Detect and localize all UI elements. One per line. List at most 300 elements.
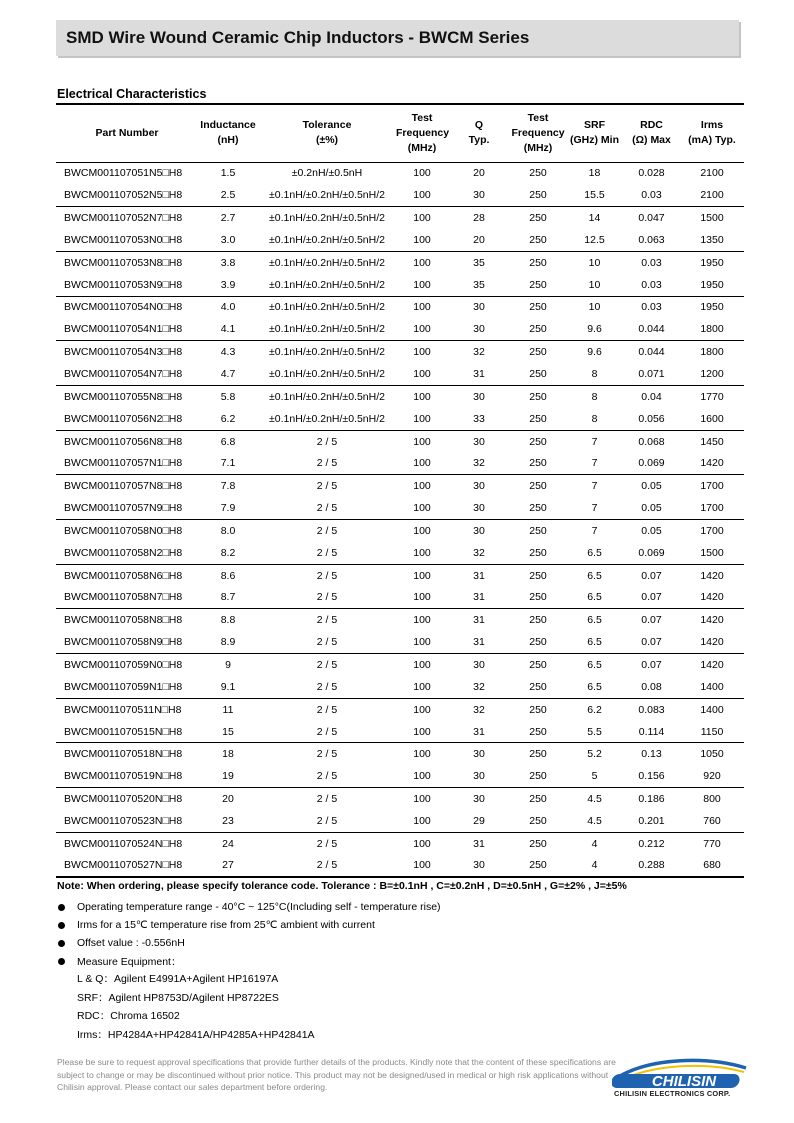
table-cell: 100	[396, 676, 448, 698]
table-cell: 0.03	[641, 301, 662, 314]
table-cell: BWCM0011070515N□H8	[56, 721, 198, 743]
table-cell: 250	[510, 810, 566, 832]
table-cell: 7	[591, 480, 598, 493]
table-row	[56, 542, 744, 564]
table-cell: 30	[473, 480, 485, 493]
table-cell: 250	[510, 274, 566, 296]
table-cell: 2 / 5	[258, 542, 396, 564]
table-cell: BWCM001107054N0□H8	[64, 301, 183, 314]
table-row	[56, 587, 744, 609]
table-cell: 100	[413, 703, 431, 716]
table-cell: 8.7	[198, 587, 258, 609]
table-cell: BWCM001107058N6□H8	[64, 569, 183, 582]
table-cell: 1800	[700, 346, 724, 359]
table-cell: 2 / 5	[258, 810, 396, 832]
table-cell: 9.1	[198, 676, 258, 698]
table-row	[56, 654, 744, 676]
table-cell: BWCM001107053N0□H8	[56, 229, 198, 251]
table-cell: 6.5	[587, 569, 602, 582]
table-row	[56, 341, 744, 363]
table-cell: 100	[396, 631, 448, 653]
table-cell: 100	[413, 793, 431, 806]
table-cell: 5	[566, 765, 623, 787]
table-cell: 2 / 5	[316, 569, 338, 582]
table-cell: 1950	[700, 256, 724, 269]
table-cell: 3.8	[220, 256, 236, 269]
table-cell: 31	[473, 614, 485, 627]
equipment-item: Irms：HP4284A+HP42841A/HP4285A+HP42841A	[77, 1028, 315, 1041]
table-cell: BWCM001107053N9□H8	[56, 274, 198, 296]
table-cell: 0.114	[623, 721, 680, 743]
table-cell: 2 / 5	[258, 631, 396, 653]
table-cell: 250	[529, 167, 547, 180]
table-cell: BWCM001107058N9□H8	[56, 631, 198, 653]
table-cell: 0.083	[638, 703, 665, 716]
table-cell: 11	[222, 703, 234, 716]
table-cell: 1600	[680, 408, 744, 430]
table-cell: 1770	[700, 390, 724, 403]
table-cell: 3.9	[198, 274, 258, 296]
table-cell: 8	[566, 408, 623, 430]
table-cell: 100	[396, 452, 448, 474]
table-row	[56, 207, 744, 229]
table-cell: 2 / 5	[258, 676, 396, 698]
table-row	[56, 765, 744, 787]
table-cell: BWCM001107057N8□H8	[64, 480, 183, 493]
list-item: Measure Equipment：	[57, 952, 627, 970]
table-cell: 0.05	[641, 524, 662, 537]
table-cell: 32	[473, 346, 485, 359]
table-cell: 0.071	[623, 363, 680, 385]
table-cell: 100	[413, 301, 431, 314]
table-cell: 32	[448, 452, 510, 474]
table-cell: 10	[588, 301, 601, 314]
table-cell: 0.063	[623, 229, 680, 251]
table-cell: 0.13	[641, 748, 662, 761]
table-cell: 1420	[700, 569, 724, 582]
table-cell: 30	[473, 435, 485, 448]
table-cell: 18	[588, 167, 601, 180]
table-cell: 1700	[700, 480, 724, 493]
table-cell: BWCM001107057N9□H8	[56, 497, 198, 519]
column-header: Irms (mA) Typ.	[680, 105, 744, 162]
bullet-icon	[58, 958, 65, 965]
table-cell: 31	[448, 631, 510, 653]
table-cell: 2 / 5	[316, 524, 338, 537]
table-cell: 7.8	[220, 480, 236, 493]
table-cell: 30	[473, 390, 485, 403]
table-cell: 31	[473, 837, 485, 850]
table-cell: 100	[396, 765, 448, 787]
table-cell: 32	[448, 676, 510, 698]
bullet-icon	[58, 940, 65, 947]
table-cell: 100	[396, 184, 448, 206]
table-cell: 0.069	[623, 542, 680, 564]
table-cell: BWCM001107058N7□H8	[56, 587, 198, 609]
table-row	[56, 564, 744, 586]
table-cell: ±0.1nH/±0.2nH/±0.5nH/2	[269, 301, 385, 314]
table-cell: 100	[396, 363, 448, 385]
table-cell: 18	[222, 748, 234, 761]
table-cell: BWCM0011070519N□H8	[56, 765, 198, 787]
table-row	[56, 274, 744, 296]
page-title: SMD Wire Wound Ceramic Chip Inductors - BWCM Series	[66, 28, 530, 47]
table-cell: 30	[448, 318, 510, 340]
table-row	[56, 721, 744, 743]
table-row	[56, 520, 744, 542]
table-cell: 1950	[700, 301, 724, 314]
table-header-row	[56, 105, 744, 162]
table-cell: 250	[529, 212, 547, 225]
table-cell: 2 / 5	[316, 837, 338, 850]
table-cell: BWCM001107059N0□H8	[64, 658, 183, 671]
table-cell: 1420	[700, 614, 724, 627]
table-cell: 2.7	[220, 212, 236, 225]
table-cell: 7	[591, 435, 598, 448]
table-cell: 0.03	[641, 256, 662, 269]
table-cell: ±0.2nH/±0.5nH	[291, 167, 363, 180]
table-cell: 2100	[680, 184, 744, 206]
table-cell: 1.5	[220, 167, 236, 180]
column-header: Test Frequency (MHz)	[396, 105, 448, 162]
table-cell: 1150	[680, 721, 744, 743]
table-cell: 2.5	[198, 184, 258, 206]
table-cell: 1420	[680, 452, 744, 474]
table-row	[56, 475, 744, 497]
ordering-note: Note: When ordering, please specify tolerance code. Tolerance : B=±0.1nH , C=±0.2nH , D=±0.5nH , G=±2% , J=±5%	[57, 880, 627, 892]
table-cell: 30	[448, 765, 510, 787]
table-cell: 2 / 5	[316, 480, 338, 493]
table-row	[56, 609, 744, 631]
table-cell: 32	[473, 703, 485, 716]
table-cell: BWCM001107054N7□H8	[56, 363, 198, 385]
table-cell: 250	[510, 408, 566, 430]
table-cell: 4.7	[198, 363, 258, 385]
table-row	[56, 162, 744, 184]
table-cell: 250	[510, 318, 566, 340]
table-cell: 100	[396, 810, 448, 832]
table-cell: 0.07	[623, 587, 680, 609]
notes-section	[57, 880, 627, 1044]
table-cell: 920	[680, 765, 744, 787]
table-cell: 9	[225, 658, 231, 671]
table-cell: 8.6	[220, 569, 236, 582]
table-cell: 6.5	[566, 542, 623, 564]
table-cell: 4.0	[220, 301, 236, 314]
table-cell: 30	[448, 184, 510, 206]
table-cell: 19	[198, 765, 258, 787]
table-cell: 100	[396, 408, 448, 430]
table-cell: 5.8	[220, 390, 236, 403]
table-cell: ±0.1nH/±0.2nH/±0.5nH/2	[258, 184, 396, 206]
table-cell: 0.03	[623, 184, 680, 206]
table-cell: 0.069	[623, 452, 680, 474]
table-cell: 7	[566, 452, 623, 474]
table-cell: BWCM001107052N5□H8	[56, 184, 198, 206]
table-cell: 100	[413, 658, 431, 671]
table-cell: BWCM001107056N2□H8	[56, 408, 198, 430]
table-row	[56, 184, 744, 206]
table-cell: 5.5	[566, 721, 623, 743]
table-cell: 1700	[680, 497, 744, 519]
table-cell: 250	[510, 229, 566, 251]
table-cell: 31	[448, 721, 510, 743]
table-cell: 0.04	[641, 390, 662, 403]
table-cell: 250	[510, 452, 566, 474]
table-cell: 250	[510, 497, 566, 519]
table-cell: 2 / 5	[316, 748, 338, 761]
table-cell: 9.6	[566, 318, 623, 340]
table-cell: 100	[396, 855, 448, 877]
company-name: CHILISIN ELECTRONICS CORP.	[614, 1089, 731, 1098]
table-cell: 8.2	[198, 542, 258, 564]
table-cell: BWCM0011070523N□H8	[56, 810, 198, 832]
table-cell: 7	[591, 524, 598, 537]
table-cell: ±0.1nH/±0.2nH/±0.5nH/2	[269, 346, 385, 359]
table-row	[56, 698, 744, 720]
table-cell: 250	[529, 390, 547, 403]
table-cell: 100	[413, 212, 431, 225]
table-cell: 0.186	[638, 793, 665, 806]
table-cell: 100	[396, 542, 448, 564]
column-header: RDC (Ω) Max	[623, 105, 680, 162]
table-cell: 100	[396, 721, 448, 743]
table-cell: 1400	[700, 703, 724, 716]
table-cell: 0.068	[638, 435, 665, 448]
table-cell: 7	[566, 497, 623, 519]
table-cell: 0.047	[638, 212, 665, 225]
table-cell: BWCM001107054N1□H8	[56, 318, 198, 340]
table-cell: 33	[448, 408, 510, 430]
table-cell: BWCM001107057N1□H8	[56, 452, 198, 474]
table-cell: ±0.1nH/±0.2nH/±0.5nH/2	[258, 318, 396, 340]
table-cell: 1950	[680, 274, 744, 296]
table-cell: 8	[591, 390, 598, 403]
table-cell: 2 / 5	[316, 658, 338, 671]
table-cell: 0.156	[623, 765, 680, 787]
table-row	[56, 631, 744, 653]
table-cell: 15.5	[566, 184, 623, 206]
table-row	[56, 408, 744, 430]
table-cell: 6.5	[587, 658, 602, 671]
table-row	[56, 452, 744, 474]
table-cell: 250	[529, 658, 547, 671]
table-cell: 250	[510, 721, 566, 743]
table-cell: BWCM0011070524N□H8	[64, 837, 183, 850]
table-cell: ±0.1nH/±0.2nH/±0.5nH/2	[258, 229, 396, 251]
table-cell: 250	[529, 256, 547, 269]
table-cell: 100	[396, 274, 448, 296]
table-cell: 1200	[680, 363, 744, 385]
table-cell: BWCM001107054N3□H8	[64, 346, 183, 359]
table-cell: ±0.1nH/±0.2nH/±0.5nH/2	[269, 390, 385, 403]
table-body	[56, 162, 744, 877]
table-cell: BWCM0011070520N□H8	[64, 793, 183, 806]
table-cell: 0.044	[638, 346, 665, 359]
electrical-characteristics-table	[56, 105, 744, 878]
table-cell: 100	[396, 318, 448, 340]
table-cell: 24	[222, 837, 234, 850]
table-cell: 0.07	[641, 614, 662, 627]
table-cell: ±0.1nH/±0.2nH/±0.5nH/2	[258, 274, 396, 296]
table-cell: 2 / 5	[258, 587, 396, 609]
table-row	[56, 832, 744, 854]
table-cell: 250	[510, 587, 566, 609]
table-cell: 30	[473, 524, 485, 537]
table-cell: 6.8	[220, 435, 236, 448]
table-row	[56, 363, 744, 385]
bullet-icon	[58, 904, 65, 911]
table-cell: 680	[680, 855, 744, 877]
table-row	[56, 676, 744, 698]
table-cell: 250	[510, 542, 566, 564]
table-cell: 8.0	[220, 524, 236, 537]
table-row	[56, 385, 744, 407]
table-cell: BWCM001107058N2□H8	[56, 542, 198, 564]
table-cell: 31	[448, 363, 510, 385]
table-cell: 30	[473, 658, 485, 671]
table-cell: 1400	[680, 676, 744, 698]
table-cell: 4	[566, 855, 623, 877]
table-cell: 0.07	[623, 631, 680, 653]
table-cell: BWCM001107058N0□H8	[64, 524, 183, 537]
column-header: Tolerance (±%)	[258, 105, 396, 162]
table-cell: ±0.1nH/±0.2nH/±0.5nH/2	[258, 408, 396, 430]
table-cell: 6.5	[566, 676, 623, 698]
table-cell: 8.9	[198, 631, 258, 653]
table-cell: 2 / 5	[316, 614, 338, 627]
table-cell: 9.6	[587, 346, 602, 359]
table-cell: BWCM0011070527N□H8	[56, 855, 198, 877]
table-cell: 31	[473, 569, 485, 582]
table-cell: 1350	[680, 229, 744, 251]
table-cell: 2 / 5	[258, 721, 396, 743]
table-cell: 250	[510, 855, 566, 877]
table-cell: ±0.1nH/±0.2nH/±0.5nH/2	[258, 363, 396, 385]
title-banner	[56, 20, 739, 56]
table-cell: 1500	[680, 542, 744, 564]
table-cell: BWCM001107052N7□H8	[64, 212, 183, 225]
table-cell: 0.056	[623, 408, 680, 430]
table-cell: 250	[529, 703, 547, 716]
table-cell: 31	[448, 587, 510, 609]
table-cell: 250	[510, 765, 566, 787]
table-cell: 3.0	[198, 229, 258, 251]
table-cell: 4	[591, 837, 598, 850]
table-cell: 1700	[700, 524, 724, 537]
table-cell: 100	[413, 524, 431, 537]
table-cell: 10	[588, 256, 601, 269]
table-cell: 100	[413, 346, 431, 359]
table-row	[56, 788, 744, 810]
table-cell: 1450	[700, 435, 724, 448]
table-cell: 0.044	[623, 318, 680, 340]
table-row	[56, 810, 744, 832]
table-cell: 0.08	[623, 676, 680, 698]
table-row	[56, 855, 744, 877]
equipment-list	[57, 970, 627, 1044]
table-cell: 100	[413, 748, 431, 761]
table-cell: 250	[529, 480, 547, 493]
section-title: Electrical Characteristics	[57, 87, 207, 101]
table-cell: 250	[529, 524, 547, 537]
table-cell: 7.9	[198, 497, 258, 519]
table-cell: BWCM0011070518N□H8	[64, 748, 183, 761]
table-cell: 0.07	[641, 569, 662, 582]
table-row	[56, 296, 744, 318]
table-cell: 100	[396, 497, 448, 519]
table-cell: 0.03	[623, 274, 680, 296]
table-cell: 0.288	[623, 855, 680, 877]
table-cell: BWCM0011070511N□H8	[64, 703, 182, 716]
table-cell: 250	[529, 793, 547, 806]
table-cell: 250	[529, 301, 547, 314]
table-cell: ±0.1nH/±0.2nH/±0.5nH/2	[269, 212, 385, 225]
table-cell: ±0.1nH/±0.2nH/±0.5nH/2	[269, 256, 385, 269]
table-cell: BWCM001107055N8□H8	[64, 390, 183, 403]
table-cell: 30	[448, 855, 510, 877]
table-cell: 4.1	[198, 318, 258, 340]
column-header: Inductance (nH)	[198, 105, 258, 162]
table-cell: 250	[529, 569, 547, 582]
table-cell: BWCM001107051N5□H8	[64, 167, 183, 180]
table-cell: 2100	[700, 167, 724, 180]
table-cell: 35	[448, 274, 510, 296]
bullet-icon	[58, 922, 65, 929]
table-row	[56, 251, 744, 273]
table-cell: 250	[529, 346, 547, 359]
list-item: Irms for a 15℃ temperature rise from 25℃ ambient with current	[57, 916, 627, 934]
table-cell: 8	[566, 363, 623, 385]
table-cell: 250	[510, 363, 566, 385]
table-cell: 2 / 5	[258, 497, 396, 519]
table-cell: 23	[198, 810, 258, 832]
table-cell: 100	[413, 837, 431, 850]
table-cell: 100	[396, 587, 448, 609]
table-cell: 32	[448, 542, 510, 564]
table-row	[56, 497, 744, 519]
table-cell: 0.212	[638, 837, 665, 850]
equipment-item: L & Q：Agilent E4991A+Agilent HP16197A	[77, 973, 279, 985]
table-cell: 30	[473, 748, 485, 761]
table-cell: 100	[413, 256, 431, 269]
table-cell: BWCM001107058N8□H8	[64, 614, 183, 627]
equipment-item: RDC：Chroma 16502	[77, 1010, 180, 1022]
table-cell: 29	[448, 810, 510, 832]
table-cell: 1800	[680, 318, 744, 340]
table-cell: 2 / 5	[316, 703, 338, 716]
table-cell: 1420	[680, 631, 744, 653]
table-row	[56, 743, 744, 765]
table-cell: 250	[510, 676, 566, 698]
table-cell: BWCM001107053N8□H8	[64, 256, 183, 269]
table-cell: 100	[413, 435, 431, 448]
table-cell: 1500	[700, 212, 724, 225]
table-cell: 14	[588, 212, 601, 225]
table-cell: 0.07	[641, 658, 662, 671]
table-cell: 250	[529, 837, 547, 850]
column-header: Test Frequency (MHz)	[510, 105, 566, 162]
table-cell: 20	[473, 167, 485, 180]
table-cell: 100	[413, 390, 431, 403]
table-cell: 35	[473, 256, 485, 269]
table-row	[56, 430, 744, 452]
table-cell: 760	[680, 810, 744, 832]
table-cell: 15	[198, 721, 258, 743]
table-cell: 100	[413, 614, 431, 627]
table-cell: 2 / 5	[316, 793, 338, 806]
table-cell: 30	[473, 793, 485, 806]
